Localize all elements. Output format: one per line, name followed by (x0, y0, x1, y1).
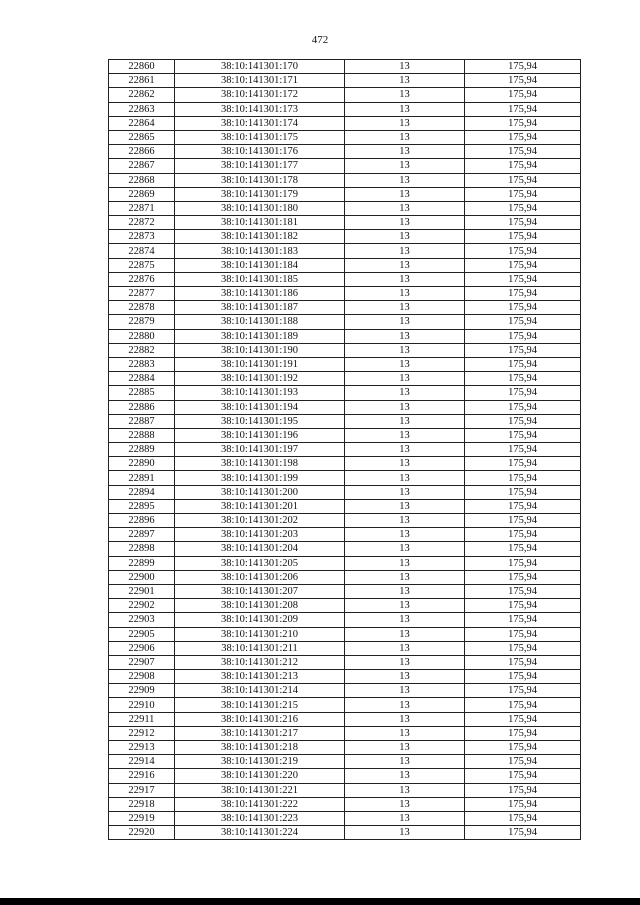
quantity-cell: 13 (345, 783, 465, 797)
table-row (109, 655, 581, 669)
quantity-cell: 13 (345, 726, 465, 740)
record-number-cell: 22861 (109, 74, 175, 88)
value-cell: 175,94 (465, 471, 581, 485)
value-cell: 175,94 (465, 400, 581, 414)
table-row (109, 726, 581, 740)
cadastral-number-cell: 38:10:141301:175 (175, 130, 345, 144)
quantity-cell: 13 (345, 443, 465, 457)
table-row (109, 811, 581, 825)
record-number-cell: 22875 (109, 258, 175, 272)
cadastral-number-cell: 38:10:141301:180 (175, 201, 345, 215)
cadastral-number-cell: 38:10:141301:204 (175, 542, 345, 556)
table-row (109, 428, 581, 442)
table-row (109, 514, 581, 528)
cadastral-number-cell: 38:10:141301:203 (175, 528, 345, 542)
table-row (109, 386, 581, 400)
record-number-cell: 22874 (109, 244, 175, 258)
quantity-cell: 13 (345, 797, 465, 811)
cadastral-number-cell: 38:10:141301:192 (175, 372, 345, 386)
value-cell: 175,94 (465, 216, 581, 230)
record-number-cell: 22867 (109, 159, 175, 173)
record-number-cell: 22913 (109, 741, 175, 755)
cadastral-number-cell: 38:10:141301:207 (175, 584, 345, 598)
value-cell: 175,94 (465, 755, 581, 769)
quantity-cell: 13 (345, 343, 465, 357)
table-row (109, 485, 581, 499)
quantity-cell: 13 (345, 613, 465, 627)
cadastral-number-cell: 38:10:141301:222 (175, 797, 345, 811)
record-number-cell: 22910 (109, 698, 175, 712)
cadastral-number-cell: 38:10:141301:215 (175, 698, 345, 712)
value-cell: 175,94 (465, 797, 581, 811)
record-number-cell: 22912 (109, 726, 175, 740)
value-cell: 175,94 (465, 428, 581, 442)
record-number-cell: 22898 (109, 542, 175, 556)
cadastral-number-cell: 38:10:141301:212 (175, 655, 345, 669)
quantity-cell: 13 (345, 201, 465, 215)
table-row (109, 372, 581, 386)
quantity-cell: 13 (345, 655, 465, 669)
table-row (109, 443, 581, 457)
record-number-cell: 22889 (109, 443, 175, 457)
cadastral-number-cell: 38:10:141301:194 (175, 400, 345, 414)
quantity-cell: 13 (345, 684, 465, 698)
table-row (109, 116, 581, 130)
cadastral-number-cell: 38:10:141301:171 (175, 74, 345, 88)
table-body (109, 60, 581, 840)
cadastral-number-cell: 38:10:141301:221 (175, 783, 345, 797)
record-number-cell: 22906 (109, 641, 175, 655)
table-row (109, 187, 581, 201)
value-cell: 175,94 (465, 60, 581, 74)
value-cell: 175,94 (465, 627, 581, 641)
table-row (109, 130, 581, 144)
value-cell: 175,94 (465, 386, 581, 400)
quantity-cell: 13 (345, 130, 465, 144)
quantity-cell: 13 (345, 570, 465, 584)
value-cell: 175,94 (465, 542, 581, 556)
cadastral-number-cell: 38:10:141301:216 (175, 712, 345, 726)
cadastral-number-cell: 38:10:141301:181 (175, 216, 345, 230)
table-row (109, 230, 581, 244)
table-row (109, 670, 581, 684)
quantity-cell: 13 (345, 528, 465, 542)
value-cell: 175,94 (465, 258, 581, 272)
value-cell: 175,94 (465, 443, 581, 457)
value-cell: 175,94 (465, 499, 581, 513)
record-number-cell: 22880 (109, 329, 175, 343)
cadastral-number-cell: 38:10:141301:200 (175, 485, 345, 499)
cadastral-number-cell: 38:10:141301:193 (175, 386, 345, 400)
record-number-cell: 22914 (109, 755, 175, 769)
record-number-cell: 22916 (109, 769, 175, 783)
record-number-cell: 22886 (109, 400, 175, 414)
cadastral-number-cell: 38:10:141301:191 (175, 357, 345, 371)
cadastral-number-cell: 38:10:141301:177 (175, 159, 345, 173)
table-row (109, 499, 581, 513)
record-number-cell: 22907 (109, 655, 175, 669)
value-cell: 175,94 (465, 670, 581, 684)
quantity-cell: 13 (345, 826, 465, 840)
record-number-cell: 22883 (109, 357, 175, 371)
table-row (109, 244, 581, 258)
value-cell: 175,94 (465, 343, 581, 357)
record-number-cell: 22902 (109, 599, 175, 613)
quantity-cell: 13 (345, 471, 465, 485)
quantity-cell: 13 (345, 769, 465, 783)
cadastral-number-cell: 38:10:141301:197 (175, 443, 345, 457)
value-cell: 175,94 (465, 173, 581, 187)
quantity-cell: 13 (345, 357, 465, 371)
quantity-cell: 13 (345, 102, 465, 116)
table-row (109, 60, 581, 74)
table-row (109, 329, 581, 343)
record-number-cell: 22909 (109, 684, 175, 698)
cadastral-number-cell: 38:10:141301:208 (175, 599, 345, 613)
record-number-cell: 22899 (109, 556, 175, 570)
quantity-cell: 13 (345, 301, 465, 315)
record-number-cell: 22872 (109, 216, 175, 230)
cadastral-number-cell: 38:10:141301:224 (175, 826, 345, 840)
value-cell: 175,94 (465, 613, 581, 627)
cadastral-number-cell: 38:10:141301:213 (175, 670, 345, 684)
record-number-cell: 22897 (109, 528, 175, 542)
value-cell: 175,94 (465, 187, 581, 201)
value-cell: 175,94 (465, 726, 581, 740)
value-cell: 175,94 (465, 769, 581, 783)
value-cell: 175,94 (465, 272, 581, 286)
table-row (109, 783, 581, 797)
cadastral-number-cell: 38:10:141301:209 (175, 613, 345, 627)
table-row (109, 769, 581, 783)
cadastral-number-cell: 38:10:141301:220 (175, 769, 345, 783)
cadastral-number-cell: 38:10:141301:172 (175, 88, 345, 102)
value-cell: 175,94 (465, 102, 581, 116)
table-row (109, 584, 581, 598)
value-cell: 175,94 (465, 556, 581, 570)
record-number-cell: 22866 (109, 145, 175, 159)
quantity-cell: 13 (345, 74, 465, 88)
value-cell: 175,94 (465, 315, 581, 329)
table-row (109, 570, 581, 584)
quantity-cell: 13 (345, 116, 465, 130)
table-row (109, 74, 581, 88)
cadastral-number-cell: 38:10:141301:176 (175, 145, 345, 159)
record-number-cell: 22882 (109, 343, 175, 357)
value-cell: 175,94 (465, 301, 581, 315)
quantity-cell: 13 (345, 599, 465, 613)
table-row (109, 145, 581, 159)
page-number: 472 (311, 34, 329, 46)
scan-border (0, 898, 640, 905)
value-cell: 175,94 (465, 357, 581, 371)
value-cell: 175,94 (465, 826, 581, 840)
value-cell: 175,94 (465, 514, 581, 528)
quantity-cell: 13 (345, 698, 465, 712)
quantity-cell: 13 (345, 88, 465, 102)
quantity-cell: 13 (345, 712, 465, 726)
value-cell: 175,94 (465, 528, 581, 542)
quantity-cell: 13 (345, 287, 465, 301)
value-cell: 175,94 (465, 741, 581, 755)
value-cell: 175,94 (465, 201, 581, 215)
table-row (109, 599, 581, 613)
quantity-cell: 13 (345, 230, 465, 244)
value-cell: 175,94 (465, 244, 581, 258)
table-row (109, 88, 581, 102)
cadastral-number-cell: 38:10:141301:202 (175, 514, 345, 528)
quantity-cell: 13 (345, 60, 465, 74)
table-row (109, 755, 581, 769)
value-cell: 175,94 (465, 811, 581, 825)
cadastral-number-cell: 38:10:141301:196 (175, 428, 345, 442)
value-cell: 175,94 (465, 74, 581, 88)
table-row (109, 301, 581, 315)
record-number-cell: 22901 (109, 584, 175, 598)
record-number-cell: 22877 (109, 287, 175, 301)
table-row (109, 556, 581, 570)
value-cell: 175,94 (465, 414, 581, 428)
value-cell: 175,94 (465, 570, 581, 584)
table-row (109, 641, 581, 655)
record-number-cell: 22871 (109, 201, 175, 215)
cadastral-number-cell: 38:10:141301:188 (175, 315, 345, 329)
cadastral-number-cell: 38:10:141301:170 (175, 60, 345, 74)
quantity-cell: 13 (345, 542, 465, 556)
quantity-cell: 13 (345, 741, 465, 755)
table-row (109, 258, 581, 272)
quantity-cell: 13 (345, 145, 465, 159)
quantity-cell: 13 (345, 258, 465, 272)
quantity-cell: 13 (345, 315, 465, 329)
quantity-cell: 13 (345, 499, 465, 513)
table-row (109, 343, 581, 357)
land-plot-table (108, 59, 581, 840)
cadastral-number-cell: 38:10:141301:206 (175, 570, 345, 584)
table-row (109, 159, 581, 173)
record-number-cell: 22862 (109, 88, 175, 102)
table-row (109, 797, 581, 811)
cadastral-number-cell: 38:10:141301:211 (175, 641, 345, 655)
quantity-cell: 13 (345, 485, 465, 499)
quantity-cell: 13 (345, 386, 465, 400)
value-cell: 175,94 (465, 684, 581, 698)
cadastral-number-cell: 38:10:141301:205 (175, 556, 345, 570)
table-row (109, 457, 581, 471)
quantity-cell: 13 (345, 755, 465, 769)
record-number-cell: 22879 (109, 315, 175, 329)
value-cell: 175,94 (465, 287, 581, 301)
table-row (109, 173, 581, 187)
record-number-cell: 22864 (109, 116, 175, 130)
record-number-cell: 22878 (109, 301, 175, 315)
record-number-cell: 22917 (109, 783, 175, 797)
record-number-cell: 22896 (109, 514, 175, 528)
value-cell: 175,94 (465, 329, 581, 343)
record-number-cell: 22891 (109, 471, 175, 485)
table-row (109, 272, 581, 286)
quantity-cell: 13 (345, 641, 465, 655)
cadastral-number-cell: 38:10:141301:210 (175, 627, 345, 641)
quantity-cell: 13 (345, 811, 465, 825)
value-cell: 175,94 (465, 130, 581, 144)
table-row (109, 684, 581, 698)
record-number-cell: 22887 (109, 414, 175, 428)
table-row (109, 216, 581, 230)
record-number-cell: 22895 (109, 499, 175, 513)
record-number-cell: 22920 (109, 826, 175, 840)
table-row (109, 287, 581, 301)
cadastral-number-cell: 38:10:141301:198 (175, 457, 345, 471)
quantity-cell: 13 (345, 244, 465, 258)
value-cell: 175,94 (465, 599, 581, 613)
cadastral-number-cell: 38:10:141301:219 (175, 755, 345, 769)
record-number-cell: 22885 (109, 386, 175, 400)
quantity-cell: 13 (345, 556, 465, 570)
cadastral-number-cell: 38:10:141301:190 (175, 343, 345, 357)
cadastral-number-cell: 38:10:141301:182 (175, 230, 345, 244)
quantity-cell: 13 (345, 329, 465, 343)
cadastral-number-cell: 38:10:141301:199 (175, 471, 345, 485)
table-row (109, 698, 581, 712)
quantity-cell: 13 (345, 428, 465, 442)
quantity-cell: 13 (345, 216, 465, 230)
record-number-cell: 22903 (109, 613, 175, 627)
value-cell: 175,94 (465, 457, 581, 471)
record-number-cell: 22860 (109, 60, 175, 74)
cadastral-number-cell: 38:10:141301:195 (175, 414, 345, 428)
cadastral-number-cell: 38:10:141301:186 (175, 287, 345, 301)
cadastral-number-cell: 38:10:141301:214 (175, 684, 345, 698)
table-row (109, 627, 581, 641)
quantity-cell: 13 (345, 372, 465, 386)
cadastral-number-cell: 38:10:141301:183 (175, 244, 345, 258)
table-row (109, 826, 581, 840)
cadastral-number-cell: 38:10:141301:174 (175, 116, 345, 130)
cadastral-number-cell: 38:10:141301:187 (175, 301, 345, 315)
table-row (109, 357, 581, 371)
value-cell: 175,94 (465, 641, 581, 655)
record-number-cell: 22900 (109, 570, 175, 584)
record-number-cell: 22918 (109, 797, 175, 811)
quantity-cell: 13 (345, 159, 465, 173)
table-row (109, 712, 581, 726)
record-number-cell: 22919 (109, 811, 175, 825)
value-cell: 175,94 (465, 372, 581, 386)
table-row (109, 542, 581, 556)
cadastral-number-cell: 38:10:141301:185 (175, 272, 345, 286)
value-cell: 175,94 (465, 116, 581, 130)
quantity-cell: 13 (345, 514, 465, 528)
record-number-cell: 22868 (109, 173, 175, 187)
value-cell: 175,94 (465, 655, 581, 669)
quantity-cell: 13 (345, 670, 465, 684)
value-cell: 175,94 (465, 145, 581, 159)
table-row (109, 528, 581, 542)
table-row (109, 741, 581, 755)
cadastral-number-cell: 38:10:141301:173 (175, 102, 345, 116)
record-number-cell: 22888 (109, 428, 175, 442)
value-cell: 175,94 (465, 712, 581, 726)
quantity-cell: 13 (345, 272, 465, 286)
quantity-cell: 13 (345, 414, 465, 428)
record-number-cell: 22905 (109, 627, 175, 641)
cadastral-number-cell: 38:10:141301:189 (175, 329, 345, 343)
quantity-cell: 13 (345, 187, 465, 201)
quantity-cell: 13 (345, 627, 465, 641)
cadastral-number-cell: 38:10:141301:223 (175, 811, 345, 825)
value-cell: 175,94 (465, 485, 581, 499)
table-row (109, 201, 581, 215)
table-row (109, 471, 581, 485)
value-cell: 175,94 (465, 159, 581, 173)
record-number-cell: 22890 (109, 457, 175, 471)
record-number-cell: 22876 (109, 272, 175, 286)
cadastral-number-cell: 38:10:141301:178 (175, 173, 345, 187)
record-number-cell: 22869 (109, 187, 175, 201)
value-cell: 175,94 (465, 698, 581, 712)
table-row (109, 414, 581, 428)
table-row (109, 102, 581, 116)
record-number-cell: 22865 (109, 130, 175, 144)
record-number-cell: 22894 (109, 485, 175, 499)
table-row (109, 613, 581, 627)
value-cell: 175,94 (465, 584, 581, 598)
cadastral-number-cell: 38:10:141301:201 (175, 499, 345, 513)
cadastral-number-cell: 38:10:141301:217 (175, 726, 345, 740)
value-cell: 175,94 (465, 230, 581, 244)
value-cell: 175,94 (465, 783, 581, 797)
quantity-cell: 13 (345, 584, 465, 598)
quantity-cell: 13 (345, 457, 465, 471)
cadastral-number-cell: 38:10:141301:184 (175, 258, 345, 272)
quantity-cell: 13 (345, 400, 465, 414)
record-number-cell: 22884 (109, 372, 175, 386)
quantity-cell: 13 (345, 173, 465, 187)
value-cell: 175,94 (465, 88, 581, 102)
record-number-cell: 22908 (109, 670, 175, 684)
table-row (109, 315, 581, 329)
cadastral-number-cell: 38:10:141301:218 (175, 741, 345, 755)
record-number-cell: 22863 (109, 102, 175, 116)
table-row (109, 400, 581, 414)
cadastral-number-cell: 38:10:141301:179 (175, 187, 345, 201)
record-number-cell: 22911 (109, 712, 175, 726)
record-number-cell: 22873 (109, 230, 175, 244)
